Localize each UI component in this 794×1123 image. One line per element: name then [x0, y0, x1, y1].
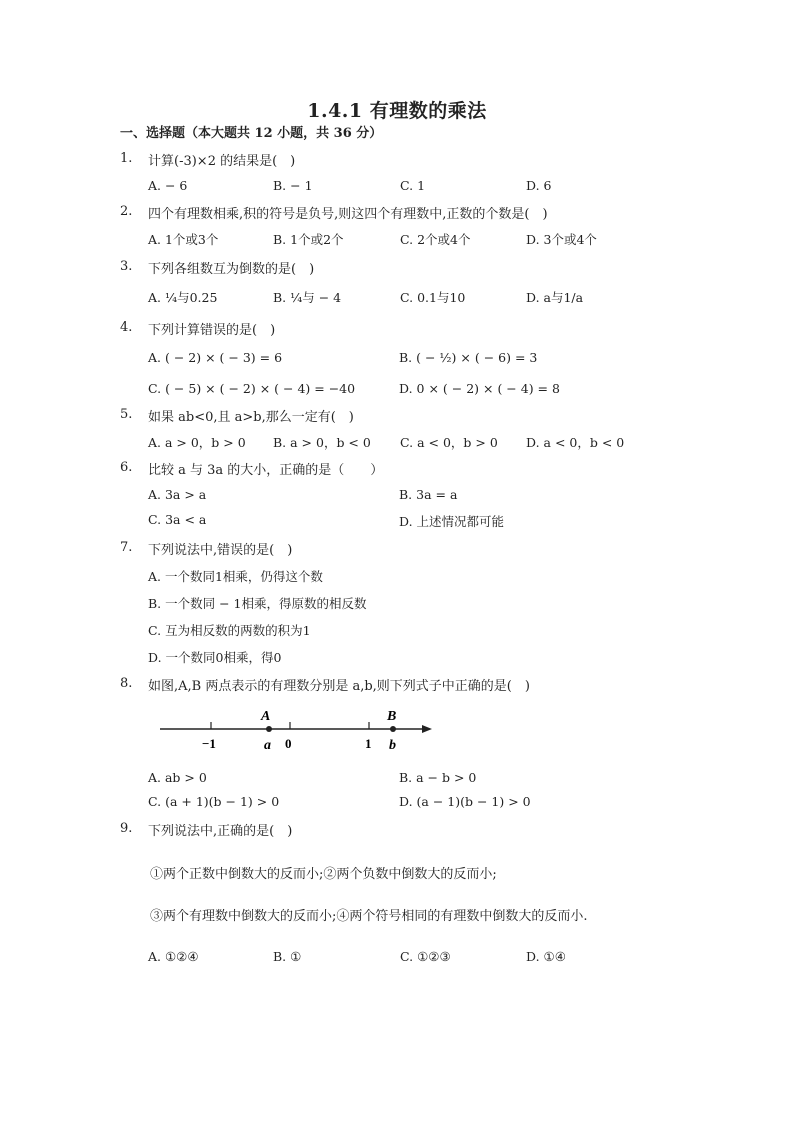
question-number: 1. — [120, 151, 133, 166]
page-title: 1.4.1 有理数的乘法 — [307, 100, 487, 122]
number-line-figure — [150, 702, 450, 754]
question-text: 如图,A,B 两点表示的有理数分别是 a,b,则下列式子中正确的是( ) — [148, 679, 530, 694]
question-number: 6. — [120, 460, 133, 475]
option-c: C. 0.1与10 — [400, 290, 466, 305]
option-d: D. 3个或4个 — [526, 232, 597, 247]
option-d: D. ①④ — [526, 949, 566, 964]
option-d: D. 6 — [526, 178, 552, 193]
option-c: C. 2个或4个 — [400, 232, 471, 247]
point-b — [390, 726, 396, 732]
option-a: A. ab > 0 — [148, 770, 207, 785]
question-text: 下列说法中,正确的是( ) — [148, 824, 293, 839]
question-text: 下列计算错误的是( ) — [148, 323, 276, 338]
option-b: B. 一个数同 − 1相乘，得原数的相反数 — [148, 596, 367, 611]
section-heading: 一、选择题（本大题共 12 小题，共 36 分） — [120, 126, 383, 141]
option-a: A. a > 0，b > 0 — [148, 435, 246, 450]
value-label-b: b — [389, 738, 396, 753]
option-b: B. 1个或2个 — [273, 232, 344, 247]
option-a: A. ( − 2) × ( − 3) = 6 — [148, 350, 283, 365]
tick-label: −1 — [202, 736, 216, 751]
option-d: D. 0 × ( − 2) × ( − 4) = 8 — [399, 381, 560, 396]
question-number: 9. — [120, 821, 133, 836]
option-b: B. ① — [273, 949, 302, 964]
option-d: D. a与1/a — [526, 290, 584, 305]
option-a: A. 3a > a — [148, 487, 207, 502]
option-b: B. − 1 — [273, 178, 313, 193]
question-number: 2. — [120, 204, 133, 219]
option-d: D. a < 0，b < 0 — [526, 435, 625, 450]
question-text: 下列说法中,错误的是( ) — [148, 543, 293, 558]
option-a: A. 1个或3个 — [148, 232, 219, 247]
option-d: D. 上述情况都可能 — [399, 514, 505, 529]
question-number: 8. — [120, 676, 133, 691]
question-number: 3. — [120, 259, 133, 274]
option-c: C. 3a < a — [148, 512, 207, 527]
option-b: B. ( − ½) × ( − 6) = 3 — [399, 350, 538, 365]
question-text: 计算(-3)×2 的结果是( ) — [148, 154, 296, 169]
option-c: C. a < 0，b > 0 — [400, 435, 498, 450]
point-a — [266, 726, 272, 732]
statement-line: ③两个有理数中倒数大的反而小;④两个符号相同的有理数中倒数大的反而小. — [150, 909, 588, 924]
question-text: 下列各组数互为倒数的是( ) — [148, 262, 315, 277]
option-a: A. − 6 — [148, 178, 188, 193]
option-c: C. 互为相反数的两数的积为1 — [148, 623, 311, 638]
option-b: B. a > 0，b < 0 — [273, 435, 371, 450]
option-c: C. ( − 5) × ( − 2) × ( − 4) = −40 — [148, 381, 356, 396]
question-text: 比较 a 与 3a 的大小，正确的是（ ） — [148, 463, 384, 478]
point-label-b: B — [387, 709, 397, 724]
option-c: C. (a + 1)(b − 1) > 0 — [148, 794, 280, 809]
option-b: B. ¼与 − 4 — [273, 290, 342, 305]
option-a: A. ①②④ — [148, 949, 199, 964]
option-b: B. a − b > 0 — [399, 770, 477, 785]
option-b: B. 3a = a — [399, 487, 458, 502]
value-label-a: a — [264, 738, 271, 753]
question-text: 四个有理数相乘,积的符号是负号,则这四个有理数中,正数的个数是( ) — [148, 207, 548, 222]
question-number: 5. — [120, 407, 133, 422]
statement-line: ①两个正数中倒数大的反而小;②两个负数中倒数大的反而小; — [150, 867, 497, 882]
question-number: 7. — [120, 540, 133, 555]
option-d: D. 一个数同0相乘，得0 — [148, 650, 282, 665]
option-a: A. 一个数同1相乘，仍得这个数 — [148, 569, 323, 584]
point-label-a: A — [261, 709, 271, 724]
question-number: 4. — [120, 320, 133, 335]
arrow-head-icon — [422, 725, 432, 733]
option-a: A. ¼与0.25 — [148, 290, 218, 305]
tick-label: 0 — [285, 736, 292, 751]
question-text: 如果 ab<0,且 a>b,那么一定有( ) — [148, 410, 354, 425]
option-c: C. ①②③ — [400, 949, 451, 964]
option-d: D. (a − 1)(b − 1) > 0 — [399, 794, 531, 809]
number-line-svg — [150, 702, 450, 754]
tick-label: 1 — [365, 736, 372, 751]
option-c: C. 1 — [400, 178, 426, 193]
